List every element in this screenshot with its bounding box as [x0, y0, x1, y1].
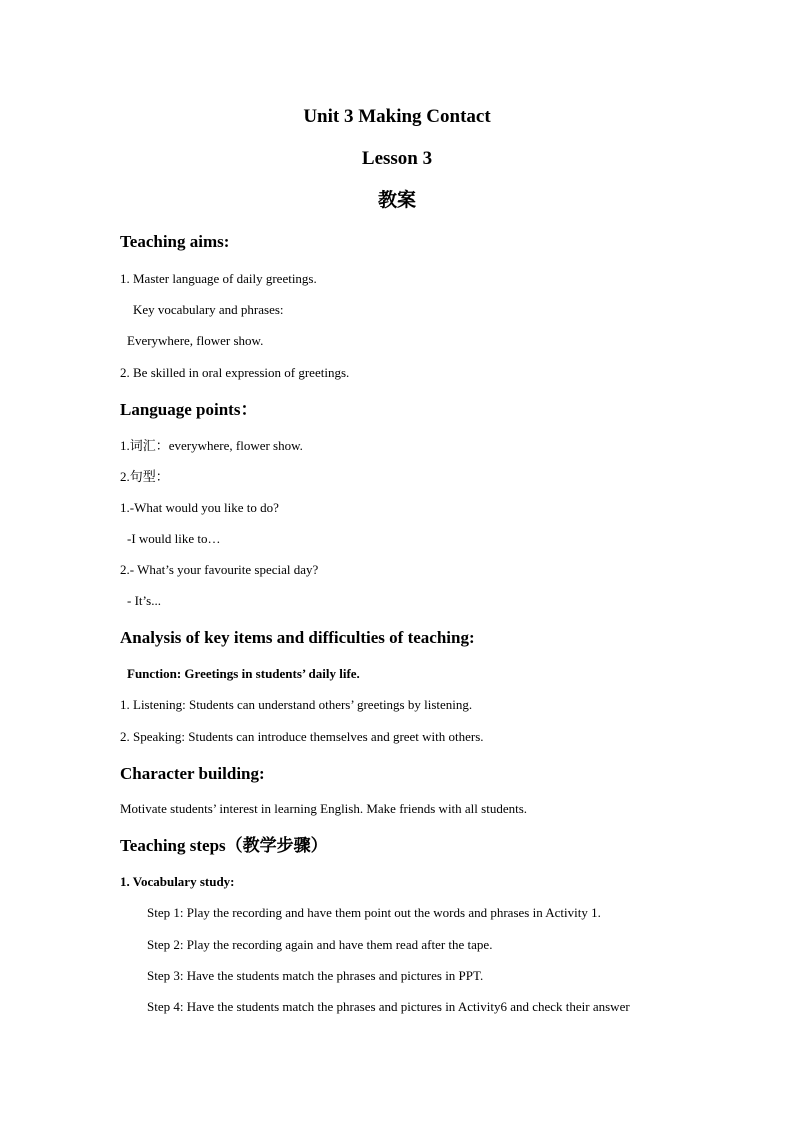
language-point-line: - It’s... — [127, 593, 161, 608]
teaching-steps-heading: Teaching steps（教学步骤） — [120, 836, 328, 855]
language-point-line: 2.- What’s your favourite special day? — [120, 562, 319, 577]
function-line: Function: Greetings in students’ daily life. — [127, 666, 360, 681]
analysis-line: 2. Speaking: Students can introduce themselves and greet with others. — [120, 729, 484, 744]
language-point-line: 1.-What would you like to do? — [120, 500, 279, 515]
teaching-step: Step 2: Play the recording again and have them read after the tape. — [147, 937, 493, 952]
teaching-aim-line: Key vocabulary and phrases: — [133, 302, 284, 317]
teaching-aims-heading: Teaching aims: — [120, 232, 230, 251]
analysis-line: 1. Listening: Students can understand others’ greetings by listening. — [120, 697, 473, 712]
character-building-heading: Character building: — [120, 764, 265, 783]
vocabulary-study-heading: 1. Vocabulary study: — [120, 874, 235, 889]
lesson-title: Lesson 3 — [361, 148, 433, 169]
teaching-aim-line: 1. Master language of daily greetings. — [120, 271, 317, 286]
language-point-line: 2.句型： — [120, 469, 169, 484]
language-points-heading: Language points： — [120, 400, 258, 419]
teaching-step: Step 1: Play the recording and have them point out the words and phrases in Activity 1. — [147, 905, 601, 920]
teaching-aim-line: 2. Be skilled in oral expression of greetings. — [120, 365, 350, 380]
analysis-heading: Analysis of key items and difficulties of teaching: — [120, 628, 475, 647]
teaching-aim-line: Everywhere, flower show. — [127, 333, 264, 348]
document-title: Unit 3 Making Contact — [303, 106, 491, 127]
language-point-line: -I would like to… — [127, 531, 221, 546]
document-type: 教案 — [377, 190, 416, 211]
teaching-step: Step 4: Have the students match the phrases and pictures in Activity6 and check their answer — [147, 999, 630, 1014]
language-point-line: 1.词汇：everywhere, flower show. — [120, 438, 303, 453]
teaching-step: Step 3: Have the students match the phrases and pictures in PPT. — [147, 968, 484, 983]
character-building-text: Motivate students’ interest in learning English. Make friends with all students. — [120, 801, 528, 816]
